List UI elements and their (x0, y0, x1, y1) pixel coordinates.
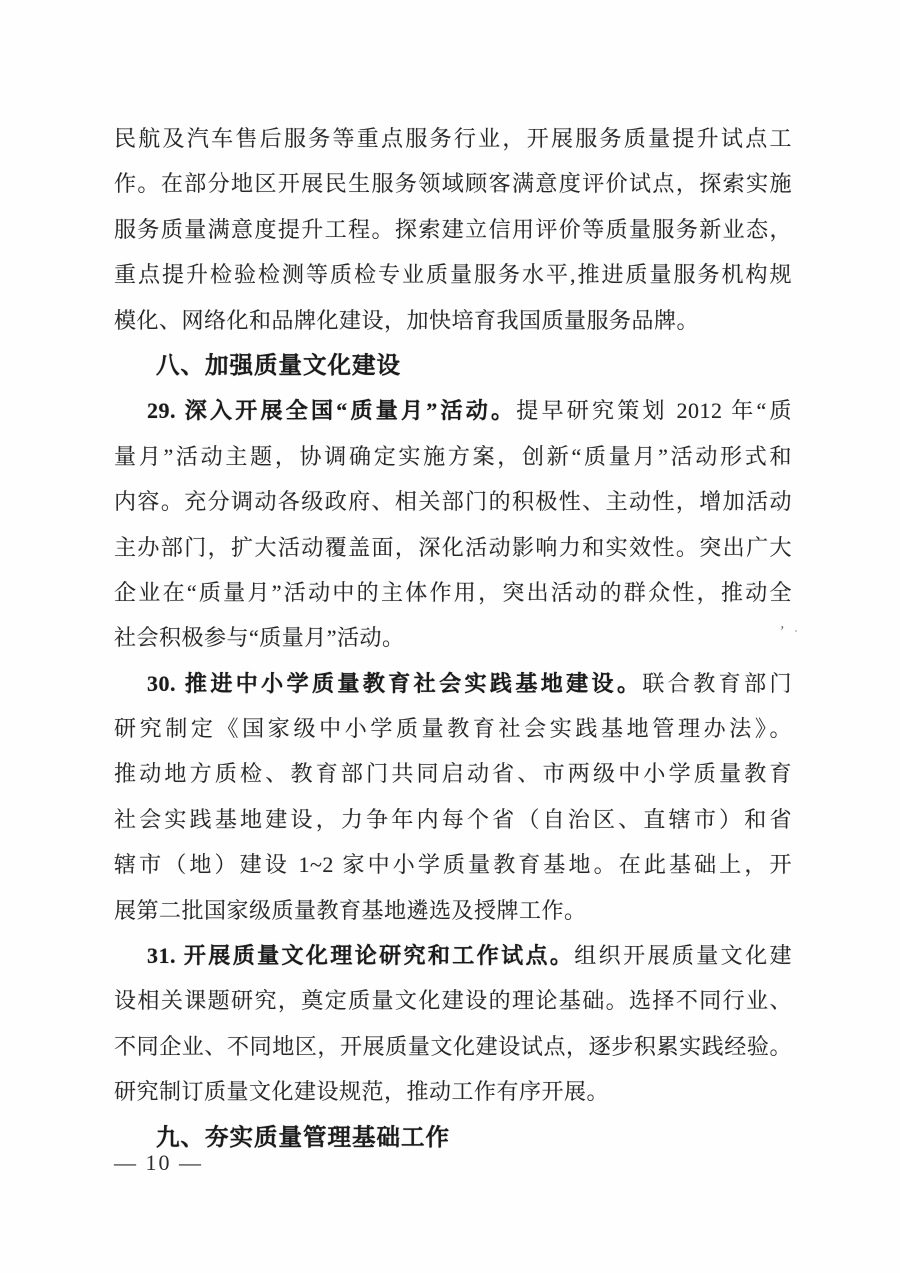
text-line (114, 888, 792, 933)
text-line (114, 161, 792, 206)
text-segment: 展第二批国家级质量教育基地遴选及授牌工作。 (114, 897, 587, 923)
text-segment: 设相关课题研究，奠定质量文化建设的理论基础。选择不同行业、 (114, 988, 792, 1014)
text-line (114, 298, 792, 343)
text-line (114, 661, 792, 706)
text-segment: 提早研究策划 2012 年“质 (516, 398, 792, 424)
text-segment: 内容。充分调动各级政府、相关部门的积极性、主动性，增加活动 (114, 489, 792, 515)
section-heading (114, 1115, 792, 1160)
text-line (114, 207, 792, 252)
text-line (114, 525, 792, 570)
bold-text-segment: 29. 深入开展全国“质量月”活动。 (147, 398, 517, 424)
text-segment: 组织开展质量文化建 (574, 943, 792, 969)
text-segment: 主办部门，扩大活动覆盖面，深化活动影响力和实效性。突出广大 (114, 534, 792, 560)
text-line (114, 615, 792, 660)
text-segment: 推动地方质检、教育部门共同启动省、市两级中小学质量教育 (114, 761, 792, 787)
text-line (114, 978, 792, 1023)
text-line (114, 1024, 792, 1069)
text-line (114, 1069, 792, 1114)
text-line (114, 388, 792, 433)
text-segment: 模化、网络化和品牌化建设，加快培育我国质量服务品牌。 (114, 307, 700, 333)
text-line (114, 706, 792, 751)
text-segment: 量月”活动主题，协调确定实施方案，创新“质量月”活动形式和 (114, 443, 792, 469)
text-line (114, 570, 792, 615)
text-segment: 研究制订质量文化建设规范，推动工作有序开展。 (114, 1079, 610, 1105)
text-segment: 联合教育部门 (642, 670, 792, 696)
text-segment: 辖市（地）建设 1~2 家中小学质量教育基地。在此基础上，开 (114, 852, 792, 878)
text-segment: 企业在“质量月”活动中的主体作用，突出活动的群众性，推动全 (114, 579, 792, 605)
text-segment: 作。在部分地区开展民生服务领域顾客满意度评价试点，探索实施 (114, 171, 792, 197)
page-number: — 10 — (114, 1150, 203, 1175)
bold-text-segment: 八、加强质量文化建设 (156, 351, 401, 378)
bold-text-segment: 30. 推进中小学质量教育社会实践基地建设。 (147, 670, 643, 696)
bold-text-segment: 九、夯实质量管理基础工作 (156, 1123, 450, 1150)
scan-speck: ’ (777, 623, 786, 641)
text-line (114, 116, 792, 161)
text-line (114, 434, 792, 479)
text-segment: 重点提升检验检测等质检专业质量服务水平,推进质量服务机构规 (114, 262, 792, 288)
text-block (114, 116, 792, 1160)
text-segment: 不同企业、不同地区，开展质量文化建设试点，逐步积累实践经验。 (114, 1033, 792, 1059)
text-segment: 社会实践基地建设，力争年内每个省（自治区、直辖市）和省 (114, 806, 792, 832)
section-heading (114, 343, 792, 388)
text-line (114, 797, 792, 842)
text-line (114, 842, 792, 887)
text-line (114, 479, 792, 524)
text-segment: 社会积极参与“质量月”活动。 (114, 625, 405, 651)
scan-dot (795, 630, 797, 632)
bold-text-segment: 31. 开展质量文化理论研究和工作试点。 (147, 943, 575, 969)
text-segment: 民航及汽车售后服务等重点服务行业，开展服务质量提升试点工 (114, 126, 792, 151)
text-segment: 服务质量满意度提升工程。探索建立信用评价等质量服务新业态， (114, 216, 792, 242)
text-segment: 研究制定《国家级中小学质量教育社会实践基地管理办法》。 (114, 716, 792, 742)
text-line (114, 933, 792, 978)
text-line (114, 252, 792, 297)
text-line (114, 751, 792, 796)
